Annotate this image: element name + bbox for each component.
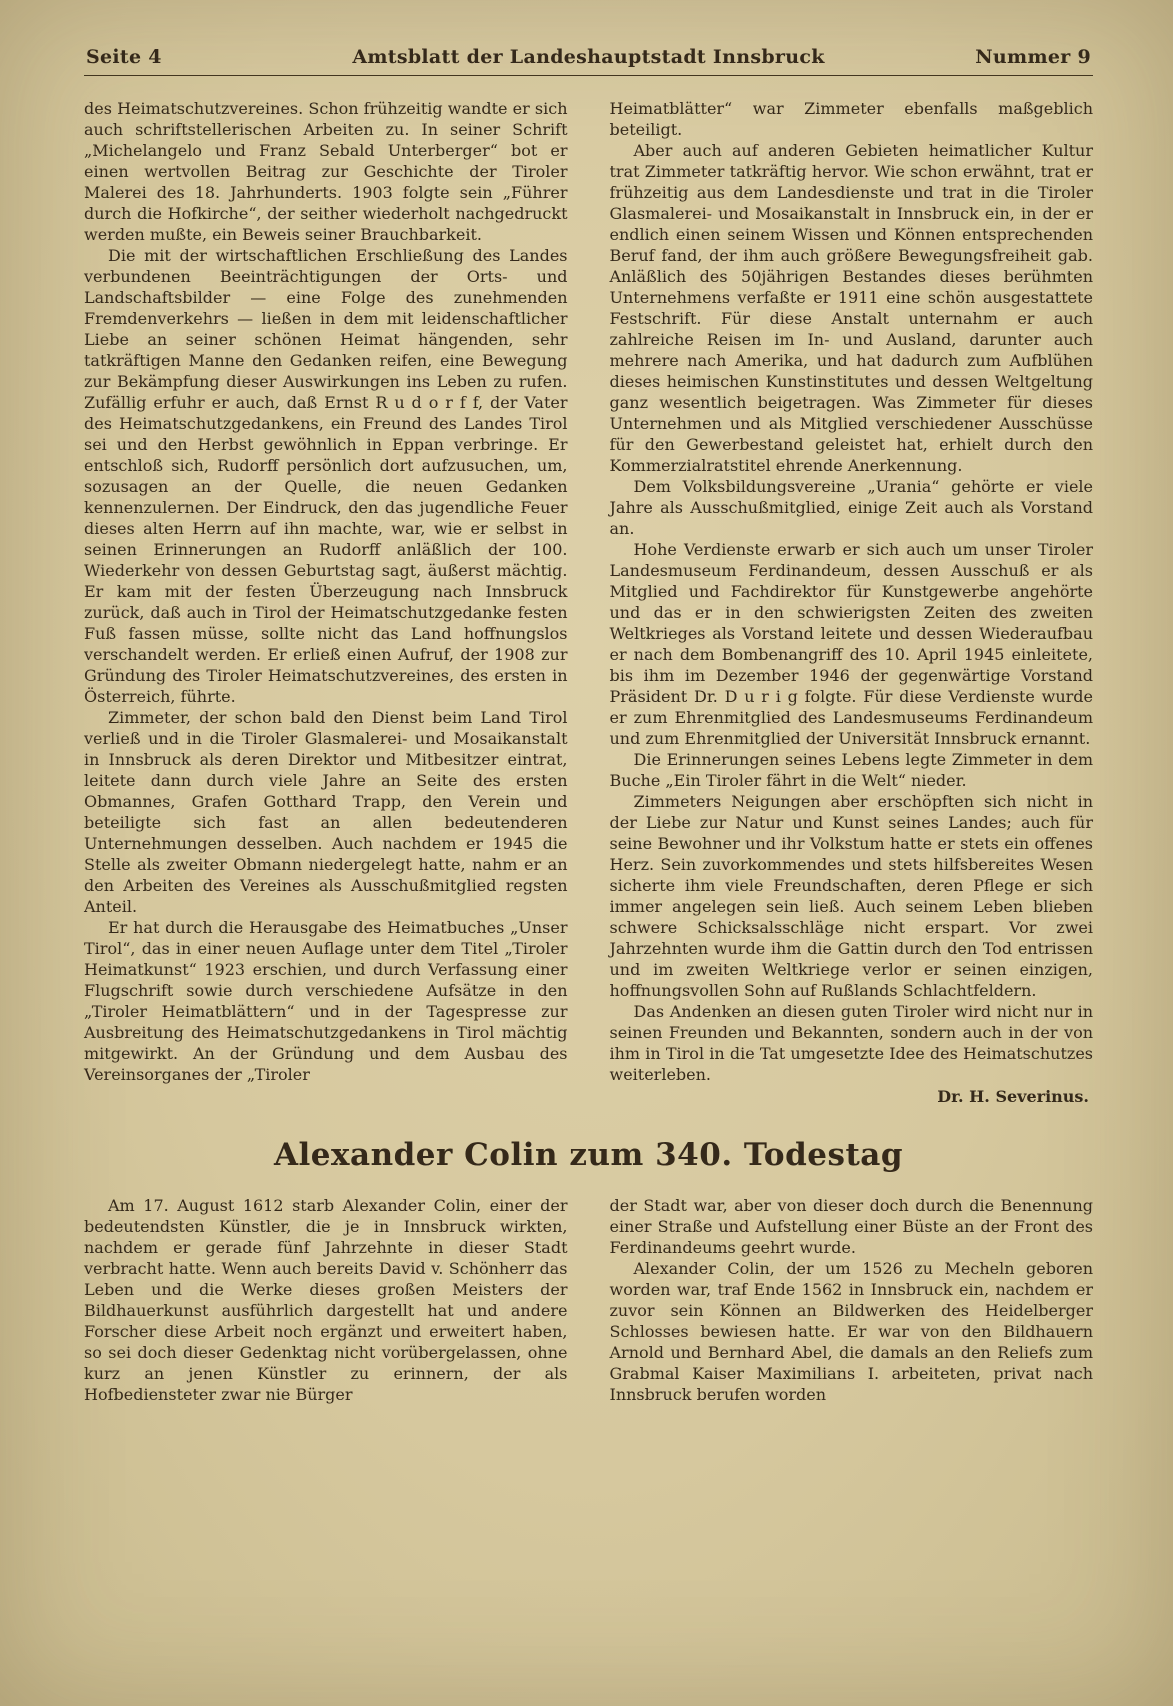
paragraph: Zimmeter, der schon bald den Dienst beim Land Tirol verließ und in die Tiroler Glasmalerei- und Mosaikanstalt in Innsbruck als deren Direktor und Mitbesitzer eintrat, leitete dann durch viele Jahre an Seite des ersten Obmannes, Grafen Gotthard Trapp, den Verein und beteiligte sich fast an allen bedeutenderen Unternehmungen desselben. Auch nachdem er 1945 die Stelle als zweiter Obmann niedergelegt hatte, nahm er an den Arbeiten des Vereines als Ausschußmitglied regsten Anteil. [84, 708, 568, 916]
page-header [84, 46, 1093, 68]
paragraph: Dem Volksbildungsvereine „Urania“ gehörte er viele Jahre als Ausschußmitglied, einige Zeit auch als Vorstand an. [609, 477, 1093, 538]
paragraph: Am 17. August 1612 starb Alexander Colin, einer der bedeutendsten Künstler, die je in Innsbruck wirkten, nachdem er gerade fünf Jahrzehnte in dieser Stadt verbracht hatte. Wenn auch bereits David v. Schönherr das Leben und die Werke dieses großen Meisters der Bildhauerkunst ausführlich dargestellt hat und andere Forscher diese Arbeit noch ergänzt und erweitert haben, so sei doch dieser Gedenktag nicht vorübergelassen, ohne kurz an jenen Künstler zu erinnern, der als Hofbediensteter zwar nie Bürger [84, 1196, 568, 1404]
article-colin [84, 1195, 1093, 1405]
paragraph: Alexander Colin, der um 1526 zu Mecheln geboren worden war, traf Ende 1562 in Innsbruck ein, nachdem er zuvor sein Können an Bildwerken des Heidelberger Schlosses bewiesen hatte. Er war von den Bildhauern Arnold und Bernhard Abel, die damals an den Reliefs zum Grabmal Kaiser Maximilians I. arbeiteten, privat nach Innsbruck berufen worden [609, 1259, 1093, 1404]
paragraph: Aber auch auf anderen Gebieten heimatlicher Kultur trat Zimmeter tatkräftig hervor. Wie schon erwähnt, trat er frühzeitig aus dem Landesdienste und trat in die Tiroler Glasmalerei- und Mosaikanstalt in Innsbruck ein, in der er endlich einen seinem Wissen und Können entsprechenden Beruf fand, der ihm auch größere Bewegungsfreiheit gab. Anläßlich des 50jährigen Bestandes dieses berühmten Unternehmens verfaßte er 1911 eine schön ausgestattete Festschrift. Für diese Anstalt unternahm er auch zahlreiche Reisen im In- und Ausland, darunter auch mehrere nach Amerika, und hat dadurch zum Aufblühen dieses heimischen Kunstinstitutes und dessen Weltgeltung ganz wesentlich beigetragen. Was Zimmeter für dieses Unternehmen und als Mitglied verschiedener Ausschüsse für den Gewerbestand geleistet hat, erhielt durch den Kommerzialratstitel ehrende Anerkennung. [609, 141, 1093, 475]
article-colin-left-column [84, 1195, 568, 1405]
publication-title: Amtsblatt der Landeshauptstadt Innsbruck [352, 46, 825, 68]
paragraph: Das Andenken an diesen guten Tiroler wird nicht nur in seinen Freunden und Bekannten, sondern auch in der von ihm in Tirol in die Tat umgesetzte Idee des Heimatschutzes weiterleben. [609, 1002, 1093, 1084]
page-number-label: Seite 4 [86, 46, 162, 68]
paragraph: Er hat durch die Herausgabe des Heimatbuches „Unser Tirol“, das in einer neuen Auflage unter dem Titel „Tiroler Heimatkunst“ 1923 erschien, und durch Verfassung einer Flugschrift sowie durch verschiedene Aufsätze in den „Tiroler Heimatblättern“ und in der Tagespresse zur Ausbreitung des Heimatschutzgedankens in Tirol mächtig mitgewirkt. An der Gründung und dem Ausbau des Vereinsorganes der „Tiroler [84, 918, 568, 1084]
issue-number-label: Nummer 9 [975, 46, 1091, 68]
header-divider [84, 75, 1093, 76]
paragraph: Heimatblätter“ war Zimmeter ebenfalls maßgeblich beteiligt. [609, 99, 1093, 139]
paragraph: Die mit der wirtschaftlichen Erschließung des Landes verbundenen Beeinträchtigungen der Orts- und Landschaftsbilder — eine Folge des zunehmenden Fremdenverkehrs — ließen in dem mit leidenschaftlicher Liebe an seiner schönen Heimat hängenden, sehr tatkräftigen Manne den Gedanken reifen, eine Bewegung zur Bekämpfung dieser Auswirkungen ins Leben zu rufen. Zufällig erfuhr er auch, daß Ernst R u d o r f f, der Vater des Heimatschutzgedankens, ein Freund des Landes Tirol sei und den Herbst gewöhnlich in Eppan verbringe. Er entschloß sich, Rudorff persönlich dort aufzusuchen, um, sozusagen an der Quelle, die neuen Gedanken kennenzulernen. Der Eindruck, den das jugendliche Feuer dieses alten Herrn auf ihn machte, war, wie er selbst in seinen Erinnerungen an Rudorff anläßlich der 100. Wiederkehr von dessen Geburtstag sagt, äußerst mächtig. Er kam mit der festen Überzeugung nach Innsbruck zurück, daß auch in Tirol der Heimatschutzgedanke festen Fuß fassen müsse, sollte nicht das Land hoffnungslos verschandelt werden. Er erließ einen Aufruf, der 1908 zur Gründung des Tiroler Heimatschutzvereines, des ersten in Österreich, führte. [84, 246, 568, 706]
paragraph: Die Erinnerungen seines Lebens legte Zimmeter in dem Buche „Ein Tiroler fährt in die Welt“ nieder. [609, 750, 1093, 790]
paragraph: Zimmeters Neigungen aber erschöpften sich nicht in der Liebe zur Natur und Kunst seines Landes; auch für seine Bewohner und ihr Volkstum hatte er stets ein offenes Herz. Sein zuvorkommendes und stets hilfsbereites Wesen sicherte ihm viele Freundschaften, deren Pflege er sich immer angelegen sein ließ. Auch seinem Leben blieben schwere Schicksalsschläge nicht erspart. Vor zwei Jahrzehnten wurde ihm die Gattin durch den Tod entrissen und im zweiten Weltkriege verlor er seinen einzigen, hoffnungsvollen Sohn auf Rußlands Schlachtfeldern. [609, 792, 1093, 1000]
article-zimmeter-right-paragraphs [610, 98, 1094, 1085]
paragraph: des Heimatschutzvereines. Schon frühzeitig wandte er sich auch schriftstellerischen Arbeiten zu. In seiner Schrift „Michelangelo und Franz Sebald Unterberger“ bot er einen wertvollen Beitrag zur Geschichte der Tiroler Malerei des 18. Jahrhunderts. 1903 folgte sein „Führer durch die Hofkirche“, der seither wiederholt nachgedruckt werden mußte, ein Beweis seiner Brauchbarkeit. [84, 99, 568, 244]
article-colin-right-column [610, 1195, 1094, 1405]
article-zimmeter-left-column [84, 98, 568, 1107]
paragraph: Hohe Verdienste erwarb er sich auch um unser Tiroler Landesmuseum Ferdinandeum, dessen Ausschuß er als Mitglied und Fachdirektor für Kunstgewerbe angehörte und das er in den schwierigsten Zeiten des zweiten Weltkrieges als Vorstand leitete und dessen Wiederaufbau er nach dem Bombenangriff des 10. April 1945 einleitete, bis ihm im Dezember 1946 der gegenwärtige Vorstand Präsident Dr. D u r i g folgte. Für diese Verdienste wurde er zum Ehrenmitglied des Landesmuseums Ferdinandeum und zum Ehrenmitglied der Universität Innsbruck ernannt. [609, 540, 1093, 748]
paragraph: der Stadt war, aber von dieser doch durch die Benennung einer Straße und Aufstellung einer Büste an der Front des Ferdinandeums geehrt wurde. [609, 1196, 1093, 1257]
article-zimmeter-right-column [610, 98, 1094, 1107]
article-byline: Dr. H. Severinus. [937, 1087, 1089, 1106]
article-colin-headline: Alexander Colin zum 340. Todestag [273, 1137, 904, 1173]
article-zimmeter [84, 98, 1093, 1107]
